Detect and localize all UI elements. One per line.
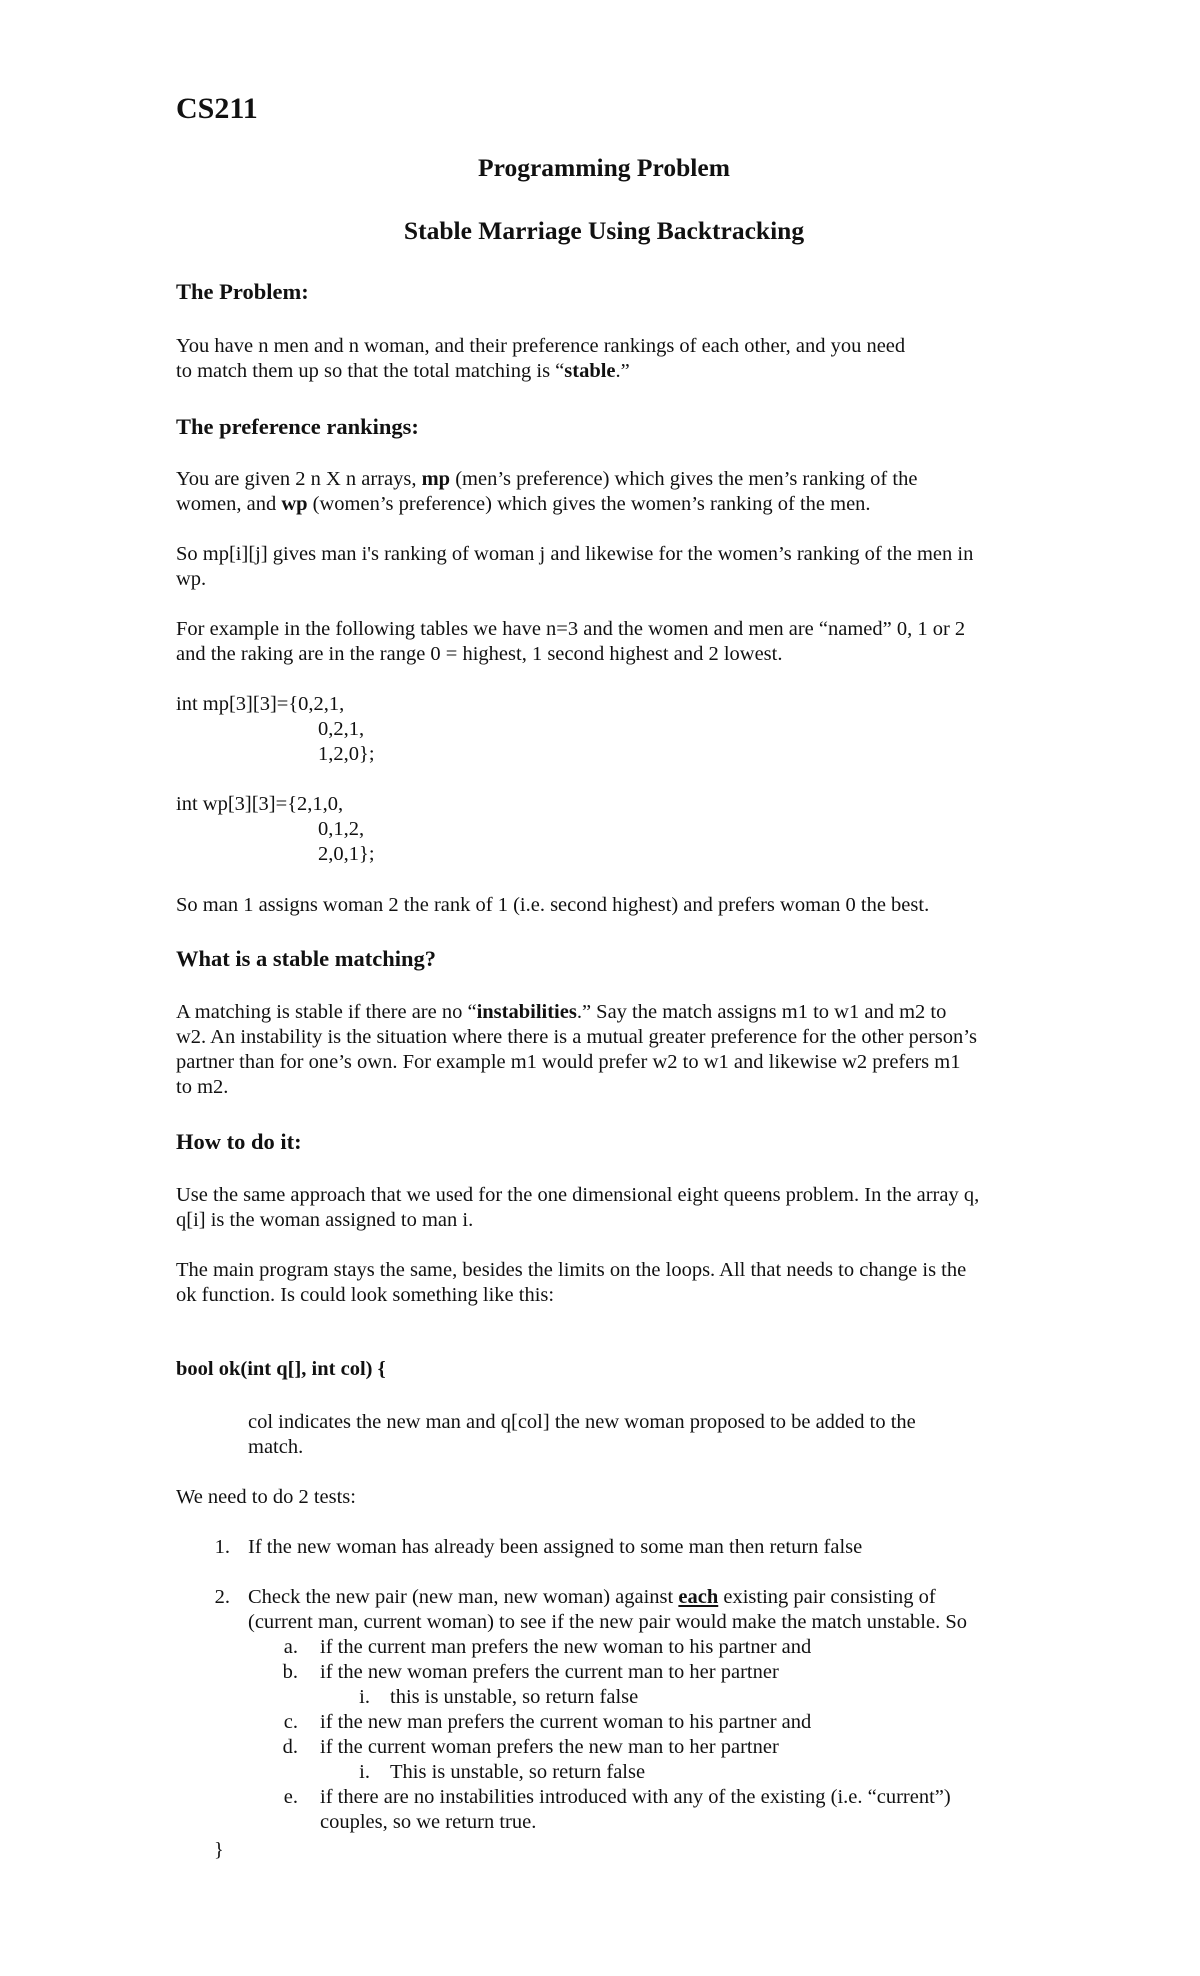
document-title: Programming Problem xyxy=(478,153,730,182)
mp-code-line3: 1,2,0}; xyxy=(318,743,375,765)
wp-code-line2: 0,1,2, xyxy=(318,818,365,840)
col-note-line2: match. xyxy=(248,1436,304,1458)
rankings-p3-line1: For example in the following tables we have n=3 and the women and men are “named” 0, 1 or 2 xyxy=(176,618,966,640)
stable-line3: partner than for one’s own. For example m1 would prefer w2 to w1 and likewise w2 prefers m1 xyxy=(176,1051,961,1073)
sub-b-mark: b. xyxy=(282,1661,298,1683)
rankings-p3-line2: and the raking are in the range 0 = highest, 1 second highest and 2 lowest. xyxy=(176,643,783,665)
rankings-p1-line1: You are given 2 n X n arrays, mp (men’s preference) which gives the men’s ranking of the xyxy=(176,468,918,490)
wp-code-line1: int wp[3][3]={2,1,0, xyxy=(176,793,344,815)
problem-text-line1: You have n men and n woman, and their preference rankings of each other, and you need xyxy=(176,335,906,357)
stable-heading: What is a stable matching? xyxy=(176,946,437,971)
function-signature: bool ok(int q[], int col) { xyxy=(176,1358,386,1380)
sub-c-text: if the new man prefers the current woman to his partner and xyxy=(320,1711,812,1733)
howto-p2-line1: The main program stays the same, besides the limits on the loops. All that needs to change is the xyxy=(176,1259,967,1281)
stable-line4: to m2. xyxy=(176,1076,229,1098)
howto-p2-line2: ok function. Is could look something like this: xyxy=(176,1284,555,1306)
test2-line2: (current man, current woman) to see if the new pair would make the match unstable. So xyxy=(248,1611,967,1633)
stable-line2: w2. An instability is the situation where there is a mutual greater preference for the other person’s xyxy=(176,1026,977,1048)
rankings-heading: The preference rankings: xyxy=(176,414,419,439)
sub-c-mark: c. xyxy=(283,1711,298,1733)
sub-d-text: if the current woman prefers the new man to her partner xyxy=(320,1736,779,1758)
rankings-p1-line2: women, and wp (women’s preference) which gives the women’s ranking of the men. xyxy=(176,493,871,515)
mp-code-line2: 0,2,1, xyxy=(318,718,365,740)
example-note: So man 1 assigns woman 2 the rank of 1 (i.e. second highest) and prefers woman 0 the best. xyxy=(176,894,930,916)
rankings-p2-line2: wp. xyxy=(176,568,207,590)
sub-b-i-text: this is unstable, so return false xyxy=(390,1686,639,1708)
test1-number: 1. xyxy=(214,1536,230,1558)
test2-number: 2. xyxy=(214,1586,230,1608)
problem-text-line2: to match them up so that the total matching is “stable.” xyxy=(176,360,630,382)
sub-a-text: if the current man prefers the new woman to his partner and xyxy=(320,1636,812,1658)
howto-heading: How to do it: xyxy=(176,1129,302,1154)
document-subtitle: Stable Marriage Using Backtracking xyxy=(403,216,805,245)
rankings-p2-line1: So mp[i][j] gives man i's ranking of woman j and likewise for the women’s ranking of the men in xyxy=(176,543,974,565)
howto-p1-line2: q[i] is the woman assigned to man i. xyxy=(176,1209,474,1231)
sub-e-text-line1: if there are no instabilities introduced with any of the existing (i.e. “current”) xyxy=(320,1786,951,1808)
sub-e-text-line2: couples, so we return true. xyxy=(320,1811,537,1833)
course-code: CS211 xyxy=(176,92,258,125)
sub-d-i-mark: i. xyxy=(359,1761,370,1783)
sub-d-mark: d. xyxy=(282,1736,298,1758)
mp-code-line1: int mp[3][3]={0,2,1, xyxy=(176,693,345,715)
sub-e-mark: e. xyxy=(283,1786,298,1808)
howto-p1-line1: Use the same approach that we used for the one dimensional eight queens problem. In the array q, xyxy=(176,1184,980,1206)
tests-intro: We need to do 2 tests: xyxy=(176,1486,356,1508)
sub-b-i-mark: i. xyxy=(359,1686,370,1708)
test1-text: If the new woman has already been assigned to some man then return false xyxy=(248,1536,863,1558)
wp-code-line3: 2,0,1}; xyxy=(318,843,375,865)
sub-d-i-text: This is unstable, so return false xyxy=(390,1761,646,1783)
stable-line1: A matching is stable if there are no “instabilities.” Say the match assigns m1 to w1 and m2 to xyxy=(176,1001,947,1023)
closing-brace: } xyxy=(214,1839,224,1861)
col-note-line1: col indicates the new man and q[col] the new woman proposed to be added to the xyxy=(248,1411,916,1433)
sub-a-mark: a. xyxy=(283,1636,298,1658)
test2-line1: Check the new pair (new man, new woman) against each existing pair consisting of xyxy=(248,1586,936,1608)
sub-b-text: if the new woman prefers the current man to her partner xyxy=(320,1661,779,1683)
problem-heading: The Problem: xyxy=(176,279,309,304)
